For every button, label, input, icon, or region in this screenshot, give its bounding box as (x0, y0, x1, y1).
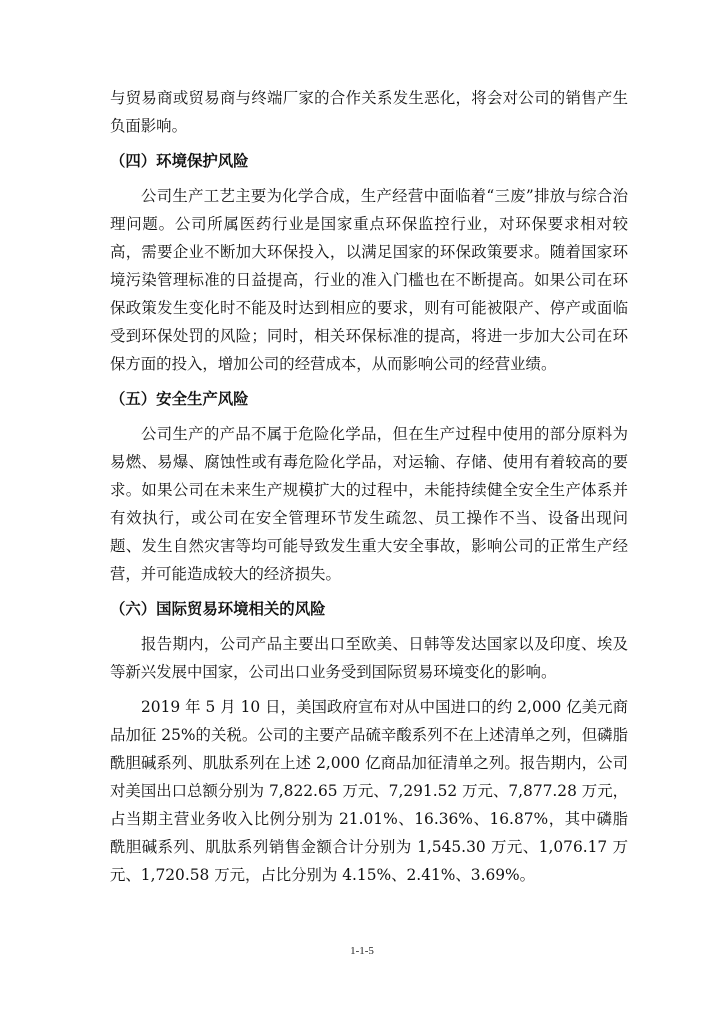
paragraph-environmental-risk: 公司生产工艺主要为化学合成，生产经营中面临着“三废”排放与综合治理问题。公司所属医药行业是国家重点环保监控行业，对环保要求相对较高，需要企业不断加大环保投入，以满足国家的环保政策要求。随着国家环境污染管理标准的日益提高，行业的准入门槛也在不断提高。如果公司在环保政策发生变化时不能及时达到相应的要求，则有可能被限产、停产或面临受到环保处罚的风险；同时，相关环保标准的提高，将进一步加大公司在环保方面的投入，增加公司的经营成本，从而影响公司的经营业绩。 (110, 187, 628, 373)
section-heading-safety-risk: （五）安全生产风险 (110, 390, 249, 408)
section-heading-trade-risk: （六）国际贸易环境相关的风险 (110, 600, 326, 618)
document-body (110, 84, 628, 889)
paragraph-safety-risk: 公司生产的产品不属于危险化学品，但在生产过程中使用的部分原料为易燃、易爆、腐蚀性或有毒危险化学品，对运输、存储、使用有着较高的要求。如果公司在未来生产规模扩大的过程中，未能持续健全安全生产体系并有效执行，或公司在安全管理环节发生疏忽、员工操作不当、设备出现问题、发生自然灾害等均可能导致发生重大安全事故，影响公司的正常生产经营，并可能造成较大的经济损失。 (110, 425, 628, 583)
paragraph-continuation: 与贸易商或贸易商与终端厂家的合作关系发生恶化，将会对公司的销售产生负面影响。 (110, 89, 628, 135)
page-number: 1-1-5 (350, 945, 374, 957)
section-heading-environmental-risk: （四）环境保护风险 (110, 152, 249, 170)
paragraph-trade-risk-intro: 报告期内，公司产品主要出口至欧美、日韩等发达国家以及印度、埃及等新兴发展中国家，公司出口业务受到国际贸易环境变化的影响。 (110, 635, 628, 681)
paragraph-trade-risk-tariff: 2019 年 5 月 10 日，美国政府宣布对从中国进口的约 2,000 亿美元商品加征 25%的关税。公司的主要产品硫辛酸系列不在上述清单之列，但磷脂酰胆碱系列、肌肽系列在上述 2,000 亿商品加征清单之列。报告期内，公司对美国出口总额分别为 7,822.65 万元、7,291.52 万元、7,877.28 万元，占当期主营业务收入比例分别为 21.01%、16.36%、16.87%，其中磷脂酰胆碱系列、肌肽系列销售金额合计分别为 1,545.30 万元、1,076.17 万元、1,720.58 万元，占比分别为 4.15%、2.41%、3.69%。 (110, 698, 628, 884)
